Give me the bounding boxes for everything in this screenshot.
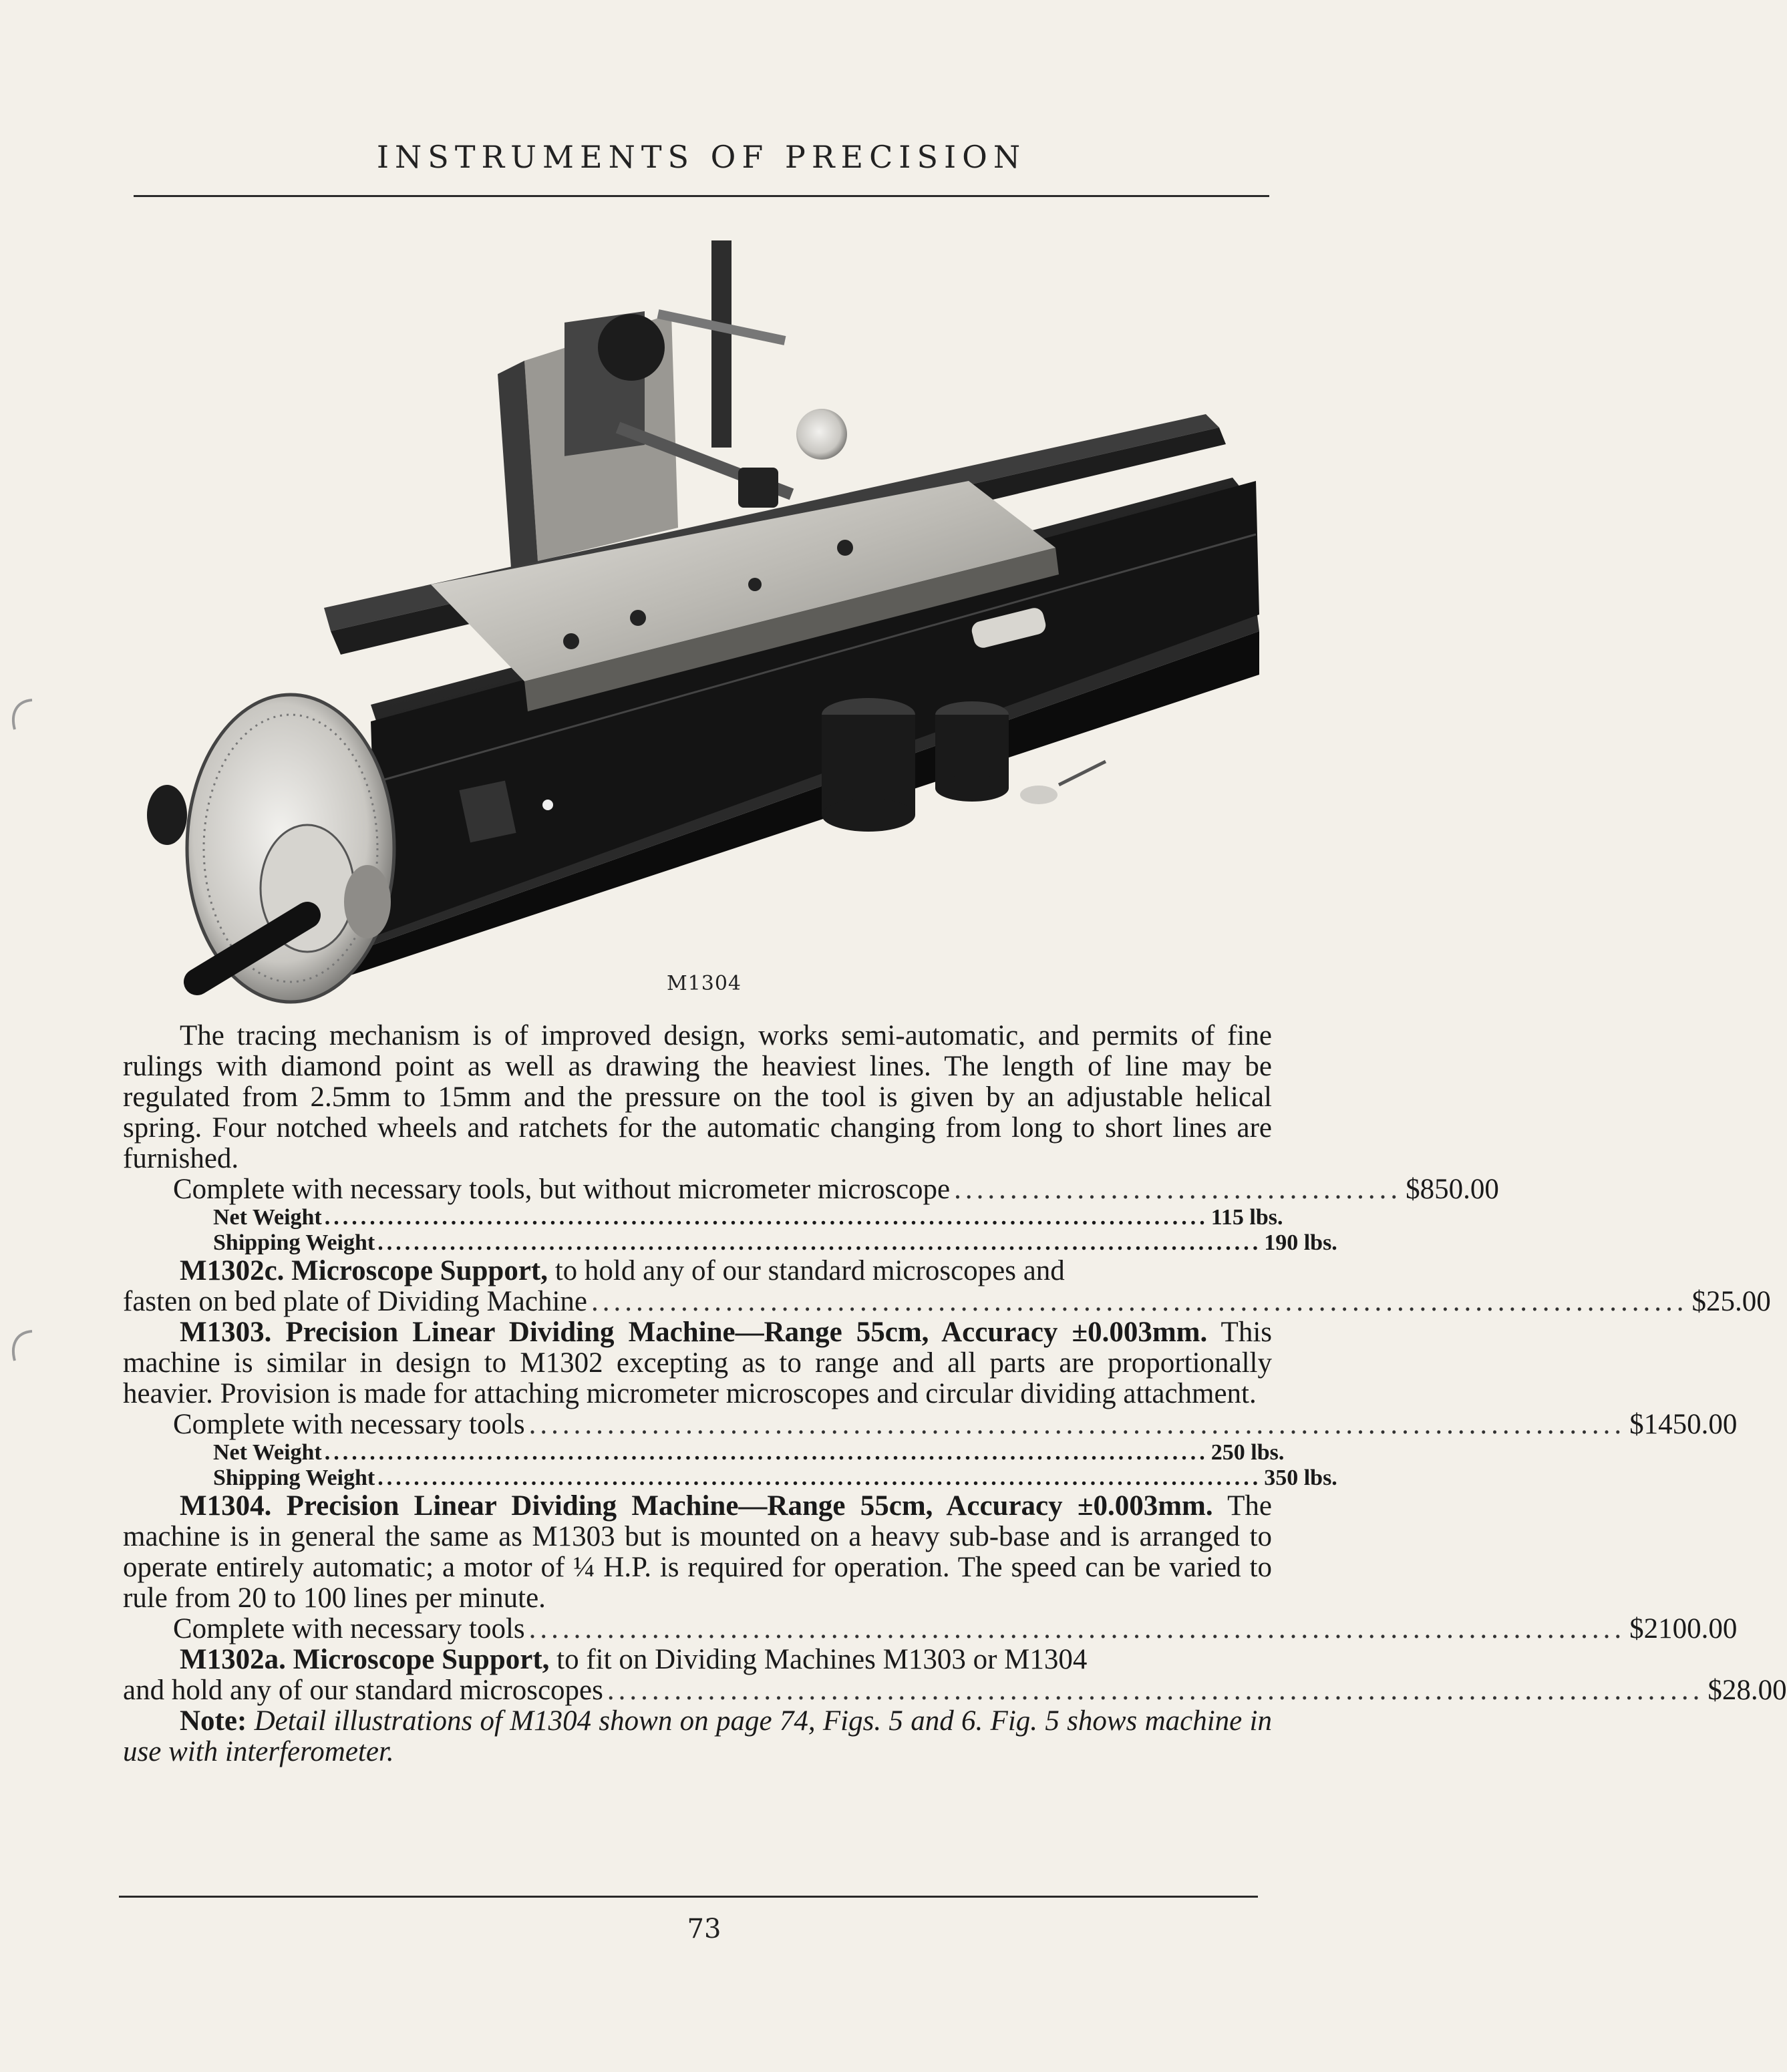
header-rule <box>134 195 1269 197</box>
dot-leader: .................................................................................................. <box>377 1465 1262 1490</box>
shipping-weight-line <box>213 1465 1337 1491</box>
weight-label: Shipping Weight <box>213 1230 375 1255</box>
note <box>123 1706 1272 1767</box>
item-description: to hold any of our standard microscopes and <box>554 1255 1065 1286</box>
price: $25.00 <box>1691 1286 1771 1317</box>
m1302a-entry <box>123 1645 1272 1675</box>
item-description: This machine is similar in design to M1302 excepting as to range and all parts are proportionally heavier. Provision is made for attaching micrometer microscopes and circular dividing attachment. <box>123 1317 1272 1409</box>
price: $2100.00 <box>1629 1613 1738 1645</box>
weight-label: Net Weight <box>213 1205 322 1230</box>
item-heading: M1302a. Microscope Support, <box>180 1644 550 1675</box>
price: $1450.00 <box>1629 1409 1738 1440</box>
net-weight-line <box>213 1205 1283 1230</box>
m1304-entry <box>123 1491 1272 1614</box>
shipping-weight-line <box>213 1230 1337 1256</box>
dot-leader: ........................................ <box>954 1174 1402 1205</box>
weight-label: Net Weight <box>213 1440 322 1465</box>
dividing-machine-photo <box>150 214 1266 982</box>
page-number: 73 <box>687 1914 721 1944</box>
price: $850.00 <box>1406 1174 1499 1205</box>
footer-rule <box>119 1896 1258 1898</box>
dot-leader: .................................................................................................. <box>324 1440 1208 1465</box>
binder-hole-icon <box>5 1326 36 1366</box>
m1302c-price-line <box>123 1286 1771 1317</box>
weight-value: 350 lbs. <box>1264 1465 1337 1490</box>
dot-leader: .................................................................................................. <box>377 1230 1262 1255</box>
m1302a-price-line <box>123 1675 1787 1706</box>
weight-value: 115 lbs. <box>1210 1205 1283 1230</box>
dot-leader: .................................................................................................. <box>528 1409 1626 1440</box>
note-text: Detail illustrations of M1304 shown on page 74, Figs. 5 and 6. Fig. 5 shows machine in use with interferometer. <box>123 1705 1272 1767</box>
item-heading: M1302c. Microscope Support, <box>180 1255 548 1286</box>
price-label: Complete with necessary tools <box>173 1409 525 1440</box>
price-label: Complete with necessary tools, but without micrometer microscope <box>173 1174 951 1205</box>
item-heading: M1304. Precision Linear Dividing Machine—Range 55cm, Accuracy ±0.003mm. <box>180 1490 1213 1522</box>
weight-label: Shipping Weight <box>213 1465 375 1490</box>
m1303-entry <box>123 1317 1272 1409</box>
weight-value: 190 lbs. <box>1264 1230 1337 1255</box>
intro-price-line <box>173 1174 1499 1205</box>
binder-hole-icon <box>5 695 36 735</box>
weight-value: 250 lbs. <box>1210 1440 1285 1465</box>
m1304-price-line <box>173 1613 1738 1645</box>
m1303-price-line <box>173 1409 1738 1440</box>
net-weight-line <box>213 1440 1285 1465</box>
price: $28.00 <box>1708 1675 1787 1706</box>
item-description: to fit on Dividing Machines M1303 or M1304 <box>556 1644 1088 1675</box>
dot-leader: .................................................................................................. <box>528 1613 1626 1645</box>
figure-caption: M1304 <box>666 972 742 995</box>
machine-illustration <box>150 214 1266 982</box>
dot-leader: .................................................................................................. <box>324 1205 1208 1230</box>
item-description-tail: fasten on bed plate of Dividing Machine <box>123 1286 587 1317</box>
item-description-tail: and hold any of our standard microscopes <box>123 1675 603 1706</box>
dot-leader: .................................................................................................. <box>591 1286 1688 1317</box>
dot-leader: .................................................................................................. <box>607 1675 1704 1706</box>
running-head: INSTRUMENTS OF PRECISION <box>376 139 1027 175</box>
item-description: The machine is in general the same as M1303 but is mounted on a heavy sub-base and is arranged to operate entirely automatic; a motor of ¼ H.P. is required for operation. The speed can be varied to rule from 20 to 100 lines per minute. <box>123 1490 1272 1614</box>
note-label: Note: <box>180 1705 247 1737</box>
price-label: Complete with necessary tools <box>173 1613 525 1645</box>
intro-paragraph: The tracing mechanism is of improved design, works semi-automatic, and permits of fine rulings with diamond point as well as drawing the heaviest lines. The length of line may be regulated from 2.5mm to 15mm and the pressure on the tool is given by an adjustable helical spring. Four notched wheels and ratchets for the automatic changing from long to short lines are furnished. <box>123 1020 1272 1174</box>
catalog-text <box>123 1020 1787 1767</box>
item-heading: M1303. Precision Linear Dividing Machine—Range 55cm, Accuracy ±0.003mm. <box>180 1317 1208 1348</box>
m1302c-entry <box>123 1256 1272 1286</box>
